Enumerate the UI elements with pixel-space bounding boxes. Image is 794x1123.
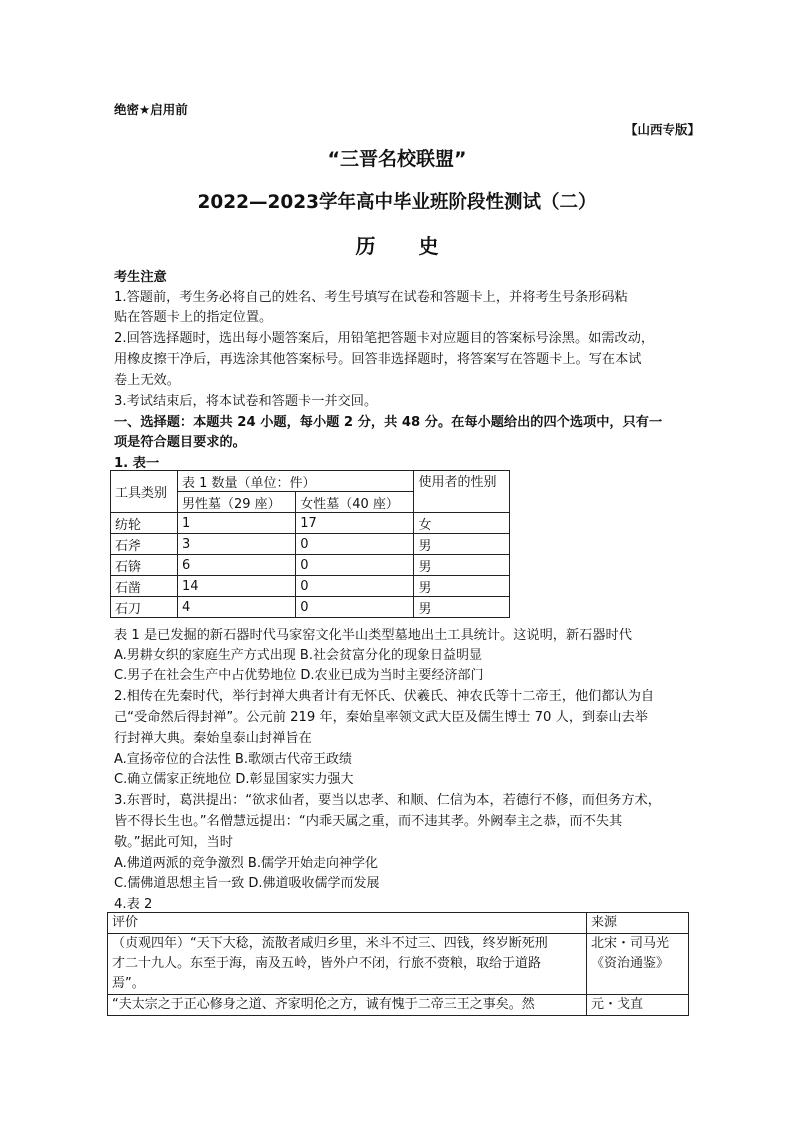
- q3-options-ab: A.佛道两派的竞争激烈 B.儒学开始走向神学化: [114, 856, 378, 871]
- alliance-title: “三晋名校联盟”: [327, 148, 467, 170]
- table-row: [108, 934, 689, 995]
- table-cell: 元・戈直: [587, 995, 689, 1016]
- notice-line: 2.回答选择题时，选出每小题答案后，用铅笔把答题卡对应题目的答案标号涂黑。如需改动，: [114, 331, 655, 346]
- q1-options-cd: C.男子在社会生产中占优势地位 D.农业已成为当时主要经济部门: [114, 668, 484, 683]
- q2-options-ab: A.宣扬帝位的合法性 B.歌颂古代帝王政绩: [114, 752, 352, 767]
- q3-stem: 皆不得长生也。”名僧慧远提出：“内乖天属之重，而不违其孝。外阙奉主之恭，而不失其: [114, 814, 623, 829]
- q2-options-cd: C.确立儒家正统地位 D.彰显国家实力强大: [114, 772, 354, 787]
- table-cell: 14: [177, 576, 295, 597]
- section-heading: 项是符合题目要求的。: [114, 435, 246, 450]
- confidential-mark: 绝密★启用前: [114, 102, 188, 117]
- table-cell: 纺轮: [111, 513, 178, 534]
- notice-heading: 考生注意: [114, 270, 167, 285]
- eval-text-line: 才二十九人。东至于海，南及五岭，皆外户不闭，行旅不赍粮，取给于道路: [112, 956, 542, 971]
- q1-stem: 表 1 是已发掘的新石器时代马家窑文化半山类型墓地出土工具统计。这说明，新石器时代: [114, 628, 632, 643]
- table-cell: [587, 934, 689, 995]
- q4-table: [107, 912, 689, 1016]
- table-row: [111, 555, 510, 576]
- q1-table: [110, 470, 510, 618]
- source-text-line: 北宋・司马光: [591, 936, 670, 951]
- table-header-cell: 女性墓（40 座）: [296, 492, 414, 513]
- table-cell: 石刀: [111, 597, 178, 618]
- table-cell: 3: [177, 534, 295, 555]
- table-cell: 石凿: [111, 576, 178, 597]
- table-cell: “夫太宗之于正心修身之道、齐家明伦之方，诚有愧于二帝三王之事矣。然: [108, 995, 587, 1016]
- table-cell: 17: [296, 513, 414, 534]
- q1-label: 1. 表一: [114, 456, 160, 471]
- table-row: [111, 534, 510, 555]
- table-header-cell: 评价: [108, 913, 587, 934]
- exam-title: 2022—2023学年高中毕业班阶段性测试（二）: [197, 192, 597, 213]
- source-text-line: 《资治通鉴》: [591, 956, 670, 971]
- table-row: [108, 995, 689, 1016]
- table-cell: 男: [414, 576, 510, 597]
- table-cell: 石锛: [111, 555, 178, 576]
- edition-label: 【山西专版】: [625, 122, 701, 137]
- table-header-cell: 来源: [587, 913, 689, 934]
- q2-stem: 行封禅大典。秦始皇泰山封禅旨在: [114, 731, 312, 746]
- table-cell: 6: [177, 555, 295, 576]
- notice-line: 1.答题前，考生务必将自己的姓名、考生号填写在试卷和答题卡上，并将考生号条形码粘: [114, 290, 628, 305]
- table-cell: 男: [414, 555, 510, 576]
- table-cell: 0: [296, 534, 414, 555]
- table-cell: 男: [414, 597, 510, 618]
- notice-line: 3.考试结束后，将本试卷和答题卡一并交回。: [114, 394, 378, 409]
- q1-options-ab: A.男耕女织的家庭生产方式出现 B.社会贫富分化的现象日益明显: [114, 648, 482, 663]
- table-cell: 石斧: [111, 534, 178, 555]
- q4-label: 4.表 2: [114, 897, 153, 912]
- notice-line: 用橡皮擦干净后，再选涂其他答案标号。回答非选择题时，将答案写在答题卡上。写在本试: [114, 352, 642, 367]
- subject-title: 历 史: [355, 234, 457, 258]
- table-cell: 0: [296, 597, 414, 618]
- notice-line: 贴在答题卡上的指定位置。: [114, 310, 273, 325]
- table-cell: 男: [414, 534, 510, 555]
- q3-stem: 3.东晋时，葛洪提出：“欲求仙者，要当以忠孝、和顺、仁信为本，若德行不修，而但务方术，: [114, 793, 661, 808]
- eval-text-line: （贞观四年）“天下大稔，流散者咸归乡里，米斗不过三、四钱，终岁断死刑: [112, 936, 548, 951]
- table-cell: 4: [177, 597, 295, 618]
- table-header-cell: 工具类别: [111, 471, 178, 513]
- table-row: [111, 513, 510, 534]
- notice-line: 卷上无效。: [114, 373, 180, 388]
- table-header-cell: 表 1 数量（单位：件）: [177, 471, 413, 492]
- table-header-cell: 男性墓（29 座）: [177, 492, 295, 513]
- table-cell: 0: [296, 576, 414, 597]
- section-heading: 一、选择题：本题共 24 小题，每小题 2 分，共 48 分。在每小题给出的四个选项中，只有一: [114, 415, 663, 430]
- q2-stem: 2.相传在先秦时代，举行封禅大典者计有无怀氏、伏羲氏、神农氏等十二帝王，他们都认为自: [114, 689, 655, 704]
- table-row: [111, 576, 510, 597]
- q3-options-cd: C.儒佛道思想主旨一致 D.佛道吸收儒学而发展: [114, 876, 380, 891]
- table-cell: [108, 934, 587, 995]
- table-cell: 1: [177, 513, 295, 534]
- eval-text-line: 焉”。: [112, 976, 145, 991]
- q3-stem: 敬。”据此可知，当时: [114, 835, 233, 850]
- table-header-cell: 使用者的性别: [414, 471, 510, 513]
- q2-stem: 己“受命然后得封禅”。公元前 219 年，秦始皇率领文武大臣及儒生博士 70 人，到泰山去举: [114, 710, 648, 725]
- table-cell: 女: [414, 513, 510, 534]
- table-row: [111, 597, 510, 618]
- table-cell: 0: [296, 555, 414, 576]
